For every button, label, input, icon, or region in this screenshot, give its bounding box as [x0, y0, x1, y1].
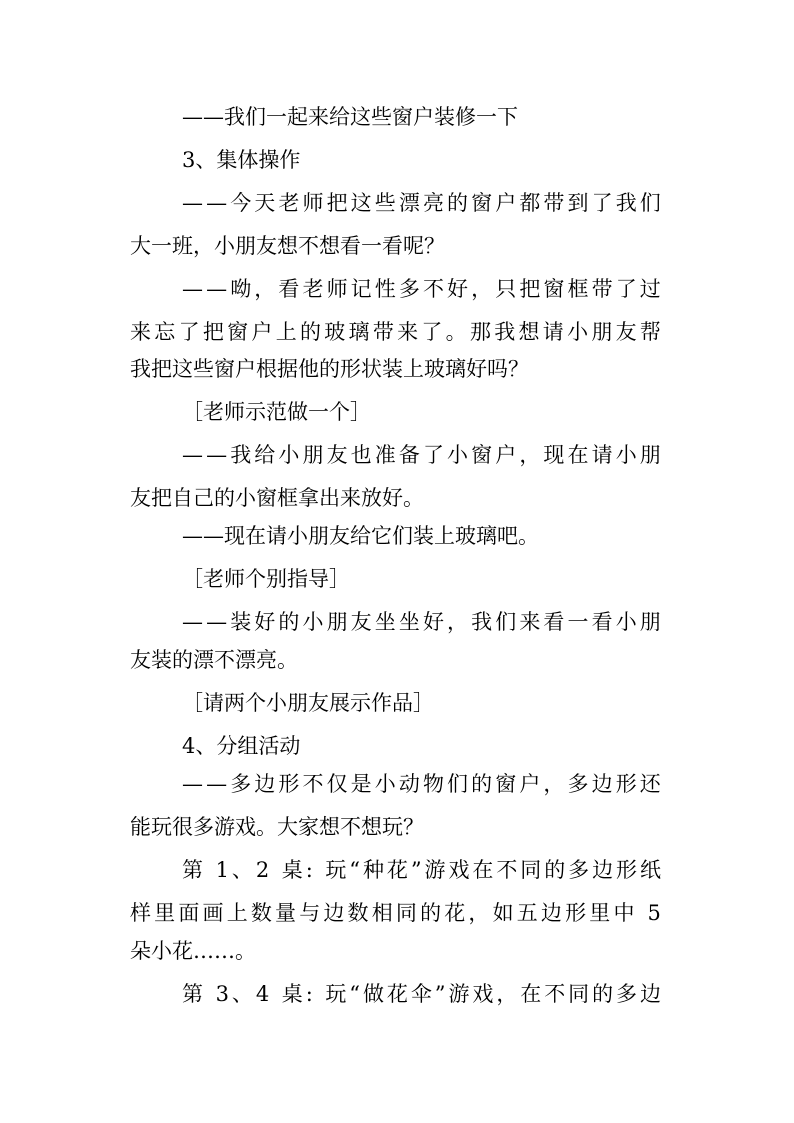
text-glyph: 与 [299, 901, 321, 925]
bracket-note: ［老师示范做一个］ [182, 400, 371, 424]
text-glyph: 形 [565, 901, 587, 925]
text-glyph: 忘 [154, 320, 176, 344]
text-glyph: — [206, 772, 228, 796]
text-glyph: 了 [421, 320, 443, 344]
text-line [130, 899, 661, 927]
text-glyph: 多 [567, 772, 589, 796]
text-glyph: 我 [615, 191, 637, 215]
text-glyph: 窗 [227, 320, 249, 344]
text-line [182, 980, 661, 1008]
text-glyph: ， [468, 901, 490, 925]
section-heading: 3、集体操作 [182, 148, 301, 172]
text-glyph: 老 [278, 191, 300, 215]
text-glyph: 量 [275, 901, 297, 925]
text-glyph: 2 [255, 858, 270, 882]
text-glyph: 们 [639, 191, 661, 215]
text-glyph: 帮 [639, 320, 661, 344]
text-glyph: 形 [616, 858, 638, 882]
text-glyph: 小 [374, 772, 396, 796]
text-glyph: 看 [591, 610, 613, 634]
text-line: 我把这些窗户根据他的形状装上玻璃好吗？ [130, 357, 529, 381]
text-glyph: 纸 [639, 858, 661, 882]
text-glyph: 花 [444, 901, 466, 925]
text-glyph: ， [471, 277, 493, 301]
text-glyph: “ [349, 982, 361, 1006]
text-glyph: 性 [374, 277, 396, 301]
text-glyph: 小 [615, 443, 637, 467]
text-glyph: 的 [420, 901, 442, 925]
text-glyph: — [182, 772, 203, 796]
text-glyph: 游 [424, 858, 446, 882]
text-glyph: 还 [639, 772, 661, 796]
text-glyph: — [182, 277, 203, 301]
text-glyph: 备 [398, 443, 420, 467]
text-glyph: 不 [496, 858, 518, 882]
text-glyph: 数 [250, 901, 272, 925]
text-glyph: 看 [278, 277, 300, 301]
text-glyph: 上 [226, 901, 248, 925]
text-glyph: 边 [323, 901, 345, 925]
text-glyph: ， [496, 982, 518, 1006]
text-line [182, 275, 661, 303]
text-glyph: 准 [374, 443, 396, 467]
text-glyph: 花 [386, 982, 408, 1006]
text-glyph: 今 [230, 191, 252, 215]
text-glyph: 动 [398, 772, 420, 796]
text-glyph: 来 [130, 320, 151, 344]
bracket-note: ［请两个小朋友展示作品］ [182, 691, 434, 715]
text-glyph: 数 [347, 901, 369, 925]
text-glyph: 过 [639, 277, 661, 301]
text-line [182, 441, 661, 469]
text-glyph: 了 [591, 191, 613, 215]
text-glyph: 做 [362, 982, 384, 1006]
text-glyph: 漂 [398, 191, 420, 215]
text-glyph: 我 [230, 443, 252, 467]
text-glyph: 窗 [471, 191, 493, 215]
text-glyph: 好 [422, 610, 444, 634]
text-glyph: — [206, 277, 228, 301]
text-line [182, 770, 661, 798]
text-glyph: 户 [495, 443, 517, 467]
text-glyph: 同 [568, 982, 590, 1006]
text-glyph: 花 [386, 858, 408, 882]
text-line: 友装的漂不漂亮。 [130, 648, 298, 672]
text-glyph: 玩 [325, 858, 347, 882]
text-glyph: 中 [613, 901, 635, 925]
text-glyph [272, 980, 279, 1008]
text-glyph: 1 [215, 858, 229, 882]
text-glyph: 多 [398, 277, 420, 301]
text-glyph: : [305, 858, 313, 882]
text-glyph [316, 856, 323, 884]
text-glyph: 看 [543, 610, 565, 634]
text-glyph: 户 [251, 320, 273, 344]
text-glyph: 多 [616, 982, 638, 1006]
text-glyph: 物 [422, 772, 444, 796]
text-glyph: 的 [447, 191, 469, 215]
text-glyph: 把 [326, 191, 348, 215]
text-glyph: 同 [520, 858, 542, 882]
text-glyph: 戏 [472, 982, 494, 1006]
text-glyph: 朋 [591, 320, 613, 344]
text-glyph: 请 [542, 320, 564, 344]
text-glyph: 里 [154, 901, 176, 925]
text-line [182, 608, 661, 636]
text-glyph: 小 [615, 610, 637, 634]
text-line: 大一班，小朋友想不想看一看呢？ [130, 234, 445, 258]
text-glyph: 把 [202, 320, 224, 344]
text-glyph: 来 [519, 610, 541, 634]
text-glyph: 坐 [398, 610, 420, 634]
text-line: 能玩很多游戏。大家想不想玩？ [130, 815, 424, 839]
text-glyph [206, 856, 213, 884]
text-glyph: 好 [254, 610, 276, 634]
text-glyph: 面 [178, 901, 200, 925]
text-glyph [316, 980, 323, 1008]
text-glyph: — [182, 191, 203, 215]
text-glyph: 天 [254, 191, 276, 215]
text-glyph: 如 [492, 901, 514, 925]
text-glyph: 在 [472, 858, 494, 882]
text-glyph: 窗 [495, 772, 517, 796]
text-glyph: 3 [215, 982, 229, 1006]
text-glyph: 这 [350, 191, 372, 215]
text-glyph: 我 [471, 610, 493, 634]
text-glyph: 戏 [448, 858, 470, 882]
text-line [182, 189, 661, 217]
text-glyph: 小 [302, 610, 324, 634]
text-glyph: 种 [362, 858, 384, 882]
text-glyph: 第 [182, 858, 203, 882]
text-glyph: 边 [592, 858, 614, 882]
text-glyph: 那 [469, 320, 491, 344]
text-glyph: 上 [275, 320, 297, 344]
text-glyph: 想 [518, 320, 540, 344]
text-glyph: 。 [445, 320, 467, 344]
text-glyph: — [206, 191, 228, 215]
text-glyph: 都 [519, 191, 541, 215]
text-glyph: 朋 [639, 610, 661, 634]
text-glyph: 在 [567, 443, 589, 467]
text-glyph: 友 [350, 610, 372, 634]
text-glyph: 些 [374, 191, 396, 215]
text-glyph: : [305, 982, 313, 1006]
text-line [130, 318, 661, 346]
text-glyph: 带 [591, 277, 613, 301]
text-glyph: 们 [495, 610, 517, 634]
text-glyph: 请 [591, 443, 613, 467]
text-glyph: 边 [639, 982, 661, 1006]
text-glyph: 了 [178, 320, 200, 344]
text-glyph: — [182, 443, 203, 467]
text-line [182, 856, 661, 884]
bracket-note: ［老师个别指导］ [182, 567, 350, 591]
text-glyph: 形 [278, 772, 300, 796]
text-glyph: 把 [519, 277, 541, 301]
text-glyph: 到 [567, 191, 589, 215]
text-glyph: 们 [447, 772, 469, 796]
text-glyph: 朋 [326, 610, 348, 634]
text-glyph: 的 [299, 320, 321, 344]
text-glyph: 桌 [281, 858, 303, 882]
text-glyph: 师 [326, 277, 348, 301]
text-glyph: 、 [231, 982, 253, 1006]
text-glyph: 不 [302, 772, 324, 796]
text-glyph: — [182, 610, 203, 634]
text-glyph: 友 [615, 320, 637, 344]
text-glyph: 朋 [639, 443, 661, 467]
text-glyph: 来 [397, 320, 419, 344]
text-glyph: ” [410, 858, 422, 882]
text-glyph: 游 [448, 982, 470, 1006]
text-glyph: 也 [350, 443, 372, 467]
text-glyph: 记 [350, 277, 372, 301]
text-glyph: 框 [567, 277, 589, 301]
text-glyph: ” [434, 982, 446, 1006]
text-glyph: 形 [615, 772, 637, 796]
text-glyph: 玻 [324, 320, 346, 344]
text-glyph: 画 [202, 901, 224, 925]
text-glyph: 的 [278, 610, 300, 634]
text-glyph: ， [254, 277, 276, 301]
text-glyph: 带 [543, 191, 565, 215]
text-glyph: 的 [471, 772, 493, 796]
text-glyph: 窗 [543, 277, 565, 301]
text-glyph [638, 899, 645, 927]
text-glyph: 仅 [326, 772, 348, 796]
text-glyph: 相 [371, 901, 393, 925]
text-glyph: 是 [350, 772, 372, 796]
text-glyph: 窗 [471, 443, 493, 467]
text-glyph: 5 [647, 901, 661, 925]
text-glyph: 一 [567, 610, 589, 634]
text-glyph: 户 [519, 772, 541, 796]
text-glyph: 多 [230, 772, 252, 796]
text-glyph: 呦 [230, 277, 252, 301]
text-glyph: 伞 [410, 982, 432, 1006]
text-glyph: 多 [568, 858, 590, 882]
text-glyph: 不 [422, 277, 444, 301]
text-glyph: 边 [591, 772, 613, 796]
text-glyph: 好 [447, 277, 469, 301]
text-glyph: 玩 [325, 982, 347, 1006]
text-glyph: 桌 [281, 982, 303, 1006]
text-glyph: 边 [540, 901, 562, 925]
text-glyph: 老 [302, 277, 324, 301]
text-line: ——我们一起来给这些窗户装修一下 [182, 105, 518, 129]
text-glyph: — [206, 443, 228, 467]
text-glyph: ， [447, 610, 469, 634]
text-glyph: ， [543, 772, 565, 796]
text-glyph: 只 [495, 277, 517, 301]
text-glyph [272, 856, 279, 884]
text-glyph: 4 [255, 982, 270, 1006]
text-glyph: 五 [516, 901, 538, 925]
text-glyph: “ [349, 858, 361, 882]
text-glyph [206, 980, 213, 1008]
text-glyph: 坐 [374, 610, 396, 634]
text-glyph: 里 [589, 901, 611, 925]
text-glyph: 小 [447, 443, 469, 467]
text-glyph: 同 [395, 901, 417, 925]
text-glyph: 在 [520, 982, 542, 1006]
text-glyph: 了 [422, 443, 444, 467]
text-glyph: 样 [130, 901, 151, 925]
text-glyph: 户 [495, 191, 517, 215]
text-glyph: 带 [372, 320, 394, 344]
text-glyph: 了 [615, 277, 637, 301]
text-glyph: 、 [231, 858, 253, 882]
text-glyph: 小 [567, 320, 589, 344]
text-glyph: 小 [278, 443, 300, 467]
text-glyph: 的 [544, 858, 566, 882]
text-glyph: ， [519, 443, 541, 467]
text-glyph: 璃 [348, 320, 370, 344]
text-glyph: 第 [182, 982, 203, 1006]
section-heading: 4、分组活动 [182, 734, 301, 758]
text-glyph: 的 [592, 982, 614, 1006]
text-glyph: 装 [230, 610, 252, 634]
text-glyph: 给 [254, 443, 276, 467]
text-glyph: 边 [254, 772, 276, 796]
text-glyph: 友 [326, 443, 348, 467]
text-line: ——现在请小朋友给它们装上玻璃吧。 [182, 524, 539, 548]
text-glyph: 现 [543, 443, 565, 467]
text-glyph: 亮 [422, 191, 444, 215]
text-glyph: 朋 [302, 443, 324, 467]
text-line: 友把自己的小窗框拿出来放好。 [130, 486, 424, 510]
text-glyph: 我 [494, 320, 516, 344]
text-glyph: 师 [302, 191, 324, 215]
text-line: 朵小花……。 [130, 939, 256, 963]
text-glyph: — [206, 610, 228, 634]
text-glyph: 不 [544, 982, 566, 1006]
